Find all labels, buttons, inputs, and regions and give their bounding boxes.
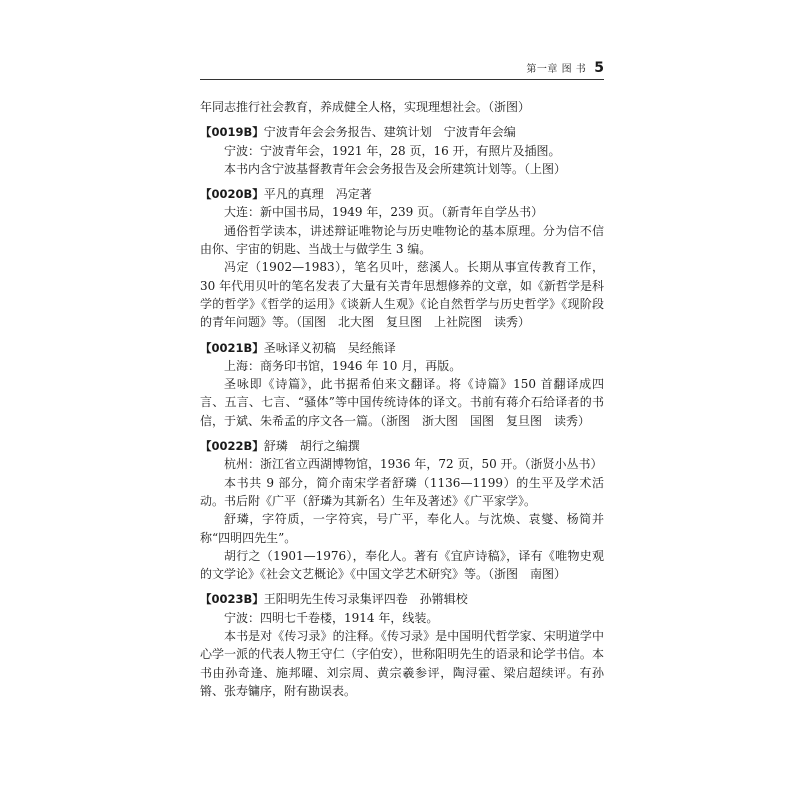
chapter-title: 第一章 图 书 — [526, 64, 587, 75]
entry-title: 宁波青年会会务报告、建筑计划 — [263, 125, 432, 140]
entry-code: 【0021B】 — [200, 340, 264, 355]
entry-title: 圣咏译义初稿 — [263, 340, 336, 355]
entry-author: 孙锵辑校 — [419, 592, 468, 607]
entry-author: 冯定著 — [335, 187, 372, 202]
entry-paragraph: 通俗哲学读本，讲述辩证唯物论与历史唯物论的基本原理。分为信不信由你、宇宙的钥匙、当战士与做学生 3 编。 — [200, 223, 604, 257]
entry-paragraph: 本书共 9 部分，简介南宋学者舒璘（1136—1199）的生平及学术活动。书后附《广平（舒璘为其新名）生年及著述》《广平家学》。 — [200, 475, 604, 508]
catalog-entry-0023b — [200, 590, 604, 700]
entry-paragraph: 本书内含宁波基督教青年会会务报告及会所建筑计划等。（上图） — [224, 161, 567, 176]
entry-heading — [200, 185, 604, 203]
entry-title: 舒璘 — [263, 439, 288, 454]
entry-title: 王阳明先生传习录集评四卷 — [263, 592, 408, 607]
entry-heading — [200, 590, 604, 608]
entry-paragraph: 宁波：宁波青年会，1921 年，28 页，16 开，有照片及插图。 — [224, 143, 561, 158]
entry-author: 胡行之编撰 — [299, 439, 360, 454]
entry-heading — [200, 437, 604, 455]
entry-paragraph: 本书是对《传习录》的注释。《传习录》是中国明代哲学家、宋明道学中心学一派的代表人物王守仁（字伯安），世称阳明先生的语录和论学书信。本书由孙奇逢、施邦曜、刘宗周、黄宗羲参评，陶浔霍、梁启超续评。有孙锵、张寿镛序，附有勘误表。 — [200, 629, 604, 698]
entry-heading — [200, 123, 604, 141]
catalog-entry-0022b — [200, 437, 604, 583]
entry-code: 【0022B】 — [200, 439, 264, 454]
page-number: 5 — [594, 60, 604, 76]
entry-author: 宁波青年会编 — [443, 125, 516, 140]
catalog-entry-0020b — [200, 185, 604, 331]
body-text — [200, 98, 604, 700]
continuation-paragraph: 年同志推行社会教育，养成健全人格，实现理想社会。（浙图） — [200, 100, 531, 114]
entry-title: 平凡的真理 — [263, 187, 324, 202]
entry-code: 【0019B】 — [200, 125, 264, 140]
catalog-entry-0019b — [200, 123, 604, 178]
entry-paragraph: 冯定（1902—1983），笔名贝叶，慈溪人。长期从事宣传教育工作，30 年代用贝叶的笔名发表了大量有关青年思想修养的文章，如《新哲学是科学的哲学》《哲学的运用》《谈新人生观》《论自然哲学与历史哲学》《现阶段的青年问题》等。（国图 北大图 复旦图 上社院图 读秀） — [200, 260, 604, 330]
entry-author: 吴经熊译 — [347, 340, 396, 355]
book-page — [200, 60, 604, 700]
entry-paragraph: 大连：新中国书局，1949 年，239 页。（新青年自学丛书） — [224, 205, 544, 220]
entry-paragraph: 圣咏即《诗篇》，此书据希伯来文翻译。将《诗篇》150 首翻译成四言、五言、七言、“骚体”等中国传统诗体的译文。书前有蒋介石给译者的书信，于斌、朱希孟的序文各一篇。（浙图 浙大图 国图 复旦图 读秀） — [200, 377, 604, 428]
entry-paragraph: 上海：商务印书馆，1946 年 10 月，再版。 — [224, 358, 462, 373]
entry-heading — [200, 339, 604, 357]
running-header — [200, 60, 604, 80]
entry-paragraph: 杭州：浙江省立西湖博物馆，1936 年，72 页，50 开。（浙贤小丛书） — [224, 457, 603, 472]
entry-code: 【0020B】 — [200, 187, 264, 202]
entry-paragraph: 宁波：四明七千卷楼，1914 年，线装。 — [224, 610, 439, 625]
catalog-entry-0021b — [200, 339, 604, 430]
entry-paragraph: 舒璘，字符质，一字符宾，号广平，奉化人。与沈焕、袁燮、杨简并称“四明四先生”。 — [200, 512, 604, 545]
entry-code: 【0023B】 — [200, 592, 264, 607]
entry-paragraph: 胡行之（1901—1976），奉化人。著有《宜庐诗稿》，译有《唯物史观的文学论》《社会文艺概论》《中国文学艺术研究》等。（浙图 南图） — [200, 548, 604, 582]
